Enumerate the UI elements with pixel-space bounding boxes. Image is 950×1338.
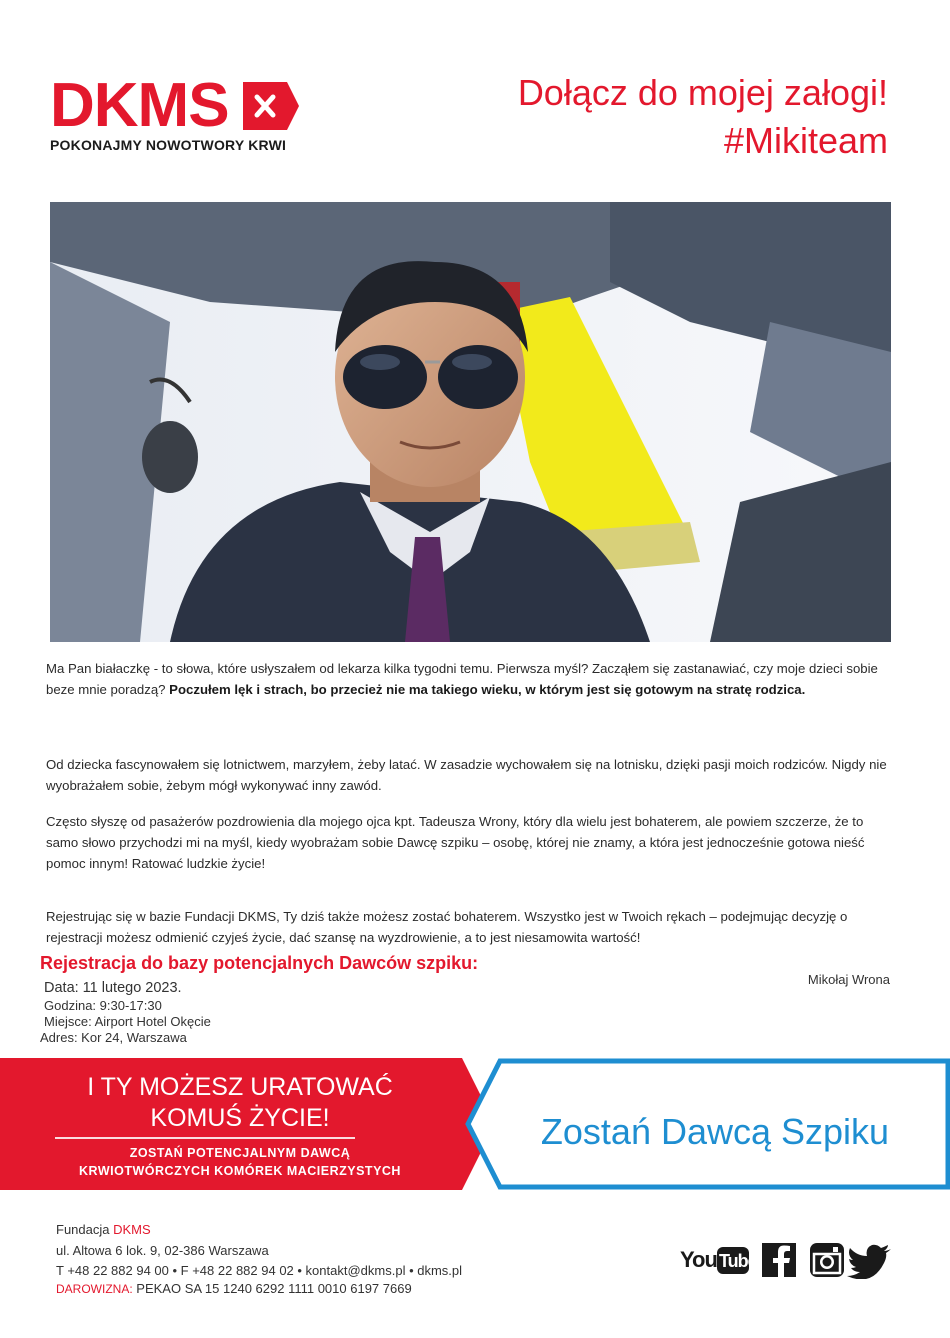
svg-text:Tube: Tube [719, 1251, 757, 1271]
registration-title: Rejestracja do bazy potencjalnych Dawców szpiku: [40, 953, 479, 973]
donation-label: DAROWIZNA: [56, 1282, 133, 1296]
footer-org-name: DKMS [113, 1222, 151, 1237]
dkms-x-logo-icon [243, 82, 299, 130]
banner-headline-1: I TY MOŻESZ URATOWAĆ [87, 1073, 393, 1101]
svg-text:You: You [680, 1247, 717, 1272]
story-paragraph-1-emphasis: Poczułem lęk i strach, bo przecież nie ma takiego wieku, w którym jest się gotowym na stratę rodzica. [169, 682, 806, 697]
footer-contact[interactable]: T +48 22 882 94 00 • F +48 22 882 94 02 • kontakt@dkms.pl • dkms.pl [56, 1263, 463, 1278]
event-place: Miejsce: Airport Hotel Okęcie [44, 1014, 211, 1029]
footer-org-prefix: Fundacja [56, 1222, 114, 1237]
pilot-cockpit-photo [50, 202, 891, 642]
facebook-icon[interactable] [762, 1243, 796, 1277]
banner-headline-2: KOMUŚ ŻYCIE! [150, 1104, 330, 1132]
donation-account: PEKAO SA 15 1240 6292 1111 0010 6197 7669 [132, 1281, 412, 1296]
footer-address: ul. Altowa 6 lok. 9, 02-386 Warszawa [56, 1243, 269, 1258]
social-icons [680, 1239, 892, 1279]
story-paragraph-1-text: Ma Pan białaczkę - to słowa, które usłyszałem od lekarza kilka tygodni temu. Pierwsza myśl? Zacząłem się zastanawiać, czy moje dzieci sobie beze mnie poradzą? [46, 661, 878, 697]
instagram-icon[interactable] [810, 1243, 844, 1277]
story-paragraph-4: Rejestrując się w bazie Fundacji DKMS, Ty dziś także możesz zostać bohaterem. Wszystko jest w Twoich rękach – podejmując decyzję o rejestracji możesz odmienić czyjeś życie, dać szansę na wyzdrowienie, a to jest niesamowita wartość! [46, 909, 848, 945]
footer-organization [56, 1222, 151, 1237]
event-address: Adres: Kor 24, Warszawa [40, 1030, 187, 1045]
become-donor-cta[interactable]: Zostań Dawcą Szpiku [540, 1111, 890, 1152]
story-paragraph-3: Często słyszę od pasażerów pozdrowienia dla mojego ojca kpt. Tadeusza Wrony, który dla wielu jest bohaterem, ale powiem szczerze, że to samo słowo przychodzi mi na myśl, kiedy wyobrażam sobie Dawcę szpiku – osobę, której nie znamy, a która jest jednocześnie gotowa nieść pomoc innym! Ratować ludzkie życie! [46, 814, 865, 871]
twitter-icon[interactable] [847, 1245, 891, 1279]
youtube-icon[interactable] [680, 1247, 758, 1274]
event-date: Data: 11 lutego 2023. [44, 980, 182, 996]
headline: Dołącz do mojej załogi! [517, 72, 888, 113]
dkms-logo-wordmark: DKMS [50, 71, 229, 140]
banner-divider [55, 1137, 355, 1139]
banner-subline-1: ZOSTAŃ POTENCJALNYM DAWCĄ [129, 1146, 351, 1160]
footer-donation [56, 1281, 412, 1296]
event-time: Godzina: 9:30-17:30 [44, 998, 162, 1013]
logo-tagline: POKONAJMY NOWOTWORY KRWI [50, 137, 287, 153]
signature: Mikołaj Wrona [807, 972, 890, 987]
story-paragraph-1 [46, 658, 896, 700]
story-paragraph-2: Od dziecka fascynowałem się lotnictwem, marzyłem, żeby latać. W zasadzie wychowałem się na lotnisku, dzięki pasji moich rodziców. Nigdy nie wyobrażałem sobie, żebym mógł wykonywać inny zawód. [46, 757, 887, 793]
hashtag: #Mikiteam [723, 120, 888, 161]
banner-subline-2: KRWIOTWÓRCZYCH KOMÓREK MACIERZYSTYCH [79, 1164, 401, 1178]
